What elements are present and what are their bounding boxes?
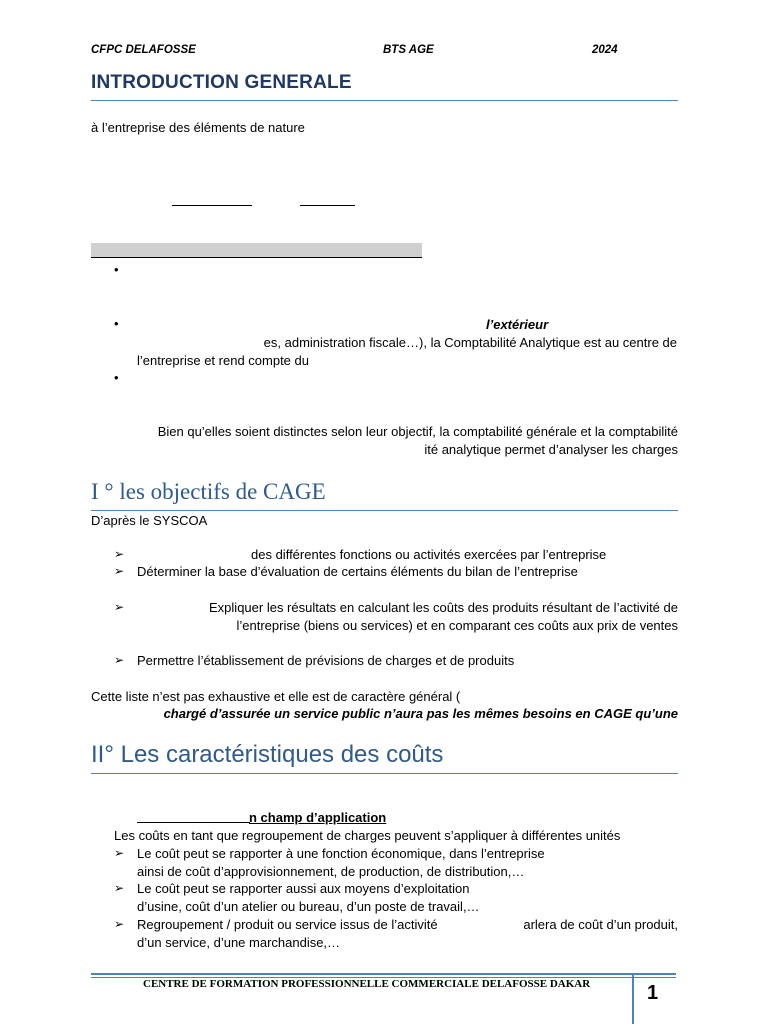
objective-item-4: Permettre l’établissement de prévisions de charges et de produits [137, 653, 515, 668]
objective-item-3-line1: Expliquer les résultats en calculant les coûts des produits résultant de l’activité de [209, 600, 678, 615]
footer-text: CENTRE DE FORMATION PROFESSIONNELLE COMMERCIALE DELAFOSSE DAKAR [143, 978, 591, 990]
arrow-bullet-icon: ➢ [114, 600, 125, 614]
header-center: BTS AGE [383, 44, 434, 56]
highlight-bar [91, 243, 422, 258]
bullet2-line3: l’entreprise et rend compte du [137, 353, 309, 368]
section2-intro: Les coûts en tant que regroupement de charges peuvent s’appliquer à différentes unités [114, 828, 621, 843]
cost-item-2-line2: d’usine, coût d’un atelier ou bureau, d’un poste de travail,… [137, 899, 480, 914]
page-title: INTRODUCTION GENERALE [91, 72, 352, 93]
cost-item-3-line1a: Regroupement / produit ou service issus de l’activité [137, 917, 438, 932]
title-rule [91, 100, 678, 101]
cost-item-2-line1: Le coût peut se rapporter aussi aux moyens d’exploitation [137, 881, 470, 896]
bullet2-line2: es, administration fiscale…), la Comptabilité Analytique est au centre de [263, 335, 677, 350]
section2-rule [91, 773, 678, 774]
section1-intro: D’après le SYSCOA [91, 513, 208, 528]
blank-underline [172, 205, 252, 206]
section2-subheading: n champ d’application [249, 810, 387, 825]
cost-item-3-line2: d’un service, d’une marchandise,… [137, 935, 341, 950]
section2-title: II° Les caractéristiques des coûts [91, 741, 444, 768]
subheading-underline [137, 822, 250, 823]
bullet-mark: • [114, 370, 119, 385]
arrow-bullet-icon: ➢ [114, 653, 125, 667]
section1-title: I ° les objectifs de CAGE [91, 479, 326, 504]
arrow-bullet-icon: ➢ [114, 564, 125, 578]
blank-underline [300, 205, 355, 206]
footer-rule-top [91, 973, 676, 975]
objective-item-1: des différentes fonctions ou activités exercées par l’entreprise [251, 547, 607, 562]
arrow-bullet-icon: ➢ [114, 846, 125, 860]
intro-line: à l’entreprise des éléments de nature [91, 120, 305, 135]
objective-item-3-line2: l’entreprise (biens ou services) et en comparant ces coûts aux prix de ventes [236, 618, 678, 633]
arrow-bullet-icon: ➢ [114, 881, 125, 895]
section1-rule [91, 510, 678, 511]
header-left: CFPC DELAFOSSE [91, 44, 196, 56]
cost-item-1-line1: Le coût peut se rapporter à une fonction économique, dans l’entreprise [137, 846, 545, 861]
bullet-mark: • [114, 262, 119, 277]
cost-item-3-line1b: arlera de coût d’un produit, [523, 917, 678, 932]
arrow-bullet-icon: ➢ [114, 917, 125, 931]
bullet2-italic: l’extérieur [486, 317, 549, 332]
section1-note-line2: chargé d’assurée un service public n’aura pas les mêmes besoins en CAGE qu’une [163, 706, 678, 721]
footer-divider [632, 974, 634, 1024]
section1-note-line1: Cette liste n’est pas exhaustive et elle est de caractère général ( [91, 689, 461, 704]
arrow-bullet-icon: ➢ [114, 547, 125, 561]
intro-paragraph-line1: Bien qu’elles soient distinctes selon leur objectif, la comptabilité générale et la comptabilité [157, 424, 678, 439]
intro-paragraph-line2: ité analytique permet d’analyser les charges [424, 442, 678, 457]
bullet-mark: • [114, 316, 119, 331]
page-number: 1 [647, 982, 659, 1004]
header-right: 2024 [592, 44, 618, 56]
objective-item-2: Déterminer la base d’évaluation de certains éléments du bilan de l’entreprise [137, 564, 578, 579]
cost-item-1-line2: ainsi de coût d’approvisionnement, de production, de distribution,… [137, 864, 525, 879]
